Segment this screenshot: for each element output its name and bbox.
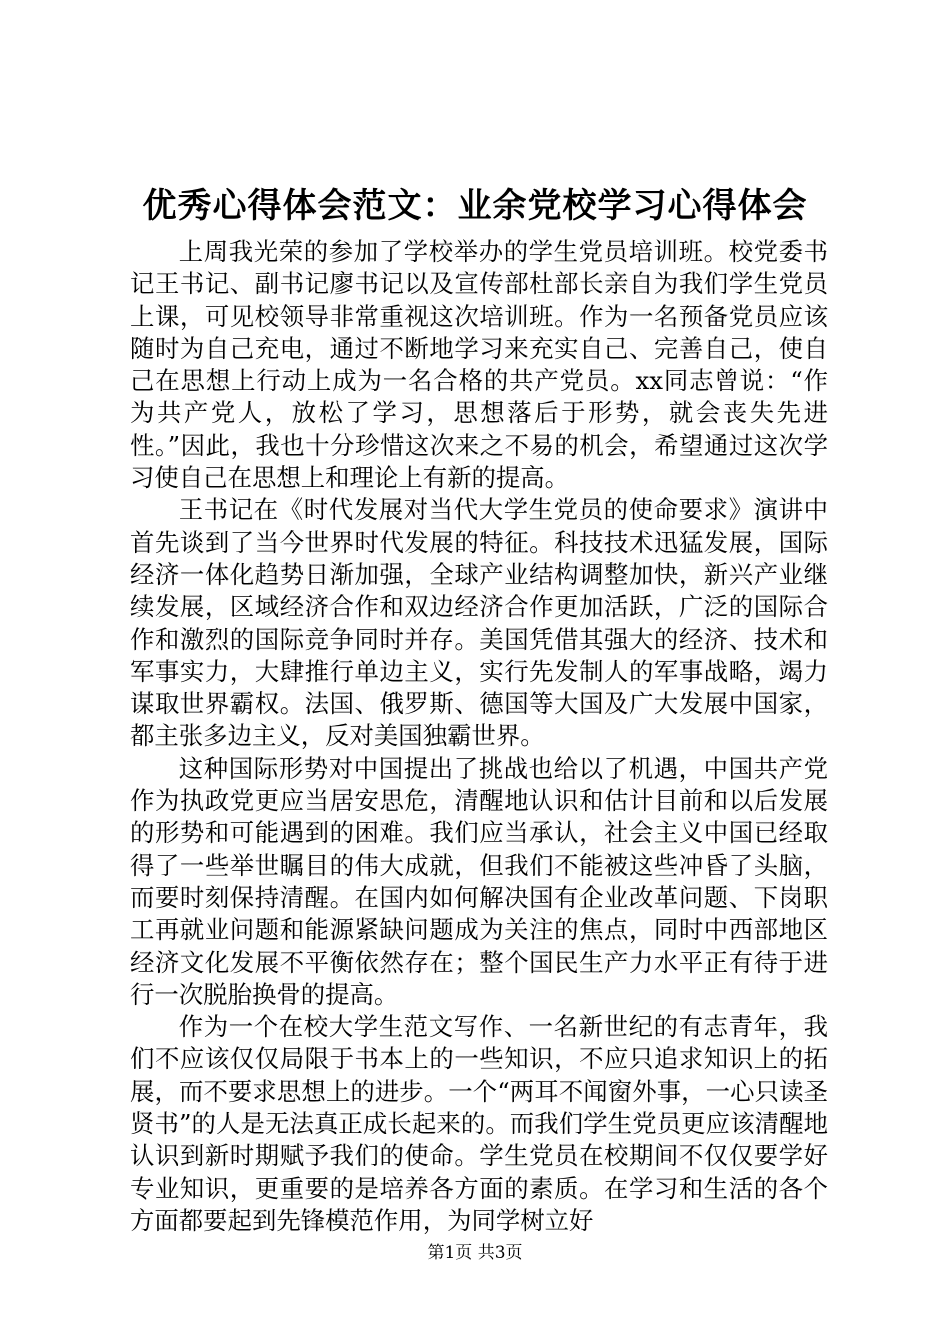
- document-title: 优秀心得体会范文：业余党校学习心得体会: [142, 186, 808, 226]
- page-footer: [0, 1241, 950, 1265]
- paragraph: 作为一个在校大学生范文写作、一名新世纪的有志青年，我们不应该仅仅局限于书本上的一些知识，不应只追求知识上的拓展，而不要求思想上的进步。一个“两耳不闻窗外事，一心只读圣贤书”的人是无法真正成长起来的。而我们学生党员更应该清醒地认识到新时期赋予我们的使命。学生党员在校期间不仅仅要学好专业知识，更重要的是培养各方面的素质。在学习和生活的各个方面都要起到先锋模范作用，为同学树立好: [130, 1012, 828, 1235]
- paragraph: 这种国际形势对中国提出了挑战也给以了机遇，中国共产党作为执政党更应当居安思危，清醒地认识和估计目前和以后发展的形势和可能遇到的困难。我们应当承认，社会主义中国已经取得了一些举世瞩目的伟大成就，但我们不能被这些冲昏了头脑，而要时刻保持清醒。在国内如何解决国有企业改革问题、下岗职工再就业问题和能源紧缺问题成为关注的焦点，同时中西部地区经济文化发展不平衡依然存在；整个国民生产力水平正有待于进行一次脱胎换骨的提高。: [130, 753, 828, 1009]
- document-body: [130, 236, 828, 1237]
- paragraph: 上周我光荣的参加了学校举办的学生党员培训班。校党委书记王书记、副书记廖书记以及宣传部杜部长亲自为我们学生党员上课，可见校领导非常重视这次培训班。作为一名预备党员应该随时为自己充电，通过不断地学习来充实自己、完善自己，使自己在思想上行动上成为一名合格的共产党员。xx同志曾说：“作为共产党人，放松了学习，思想落后于形势，就会丧失先进性。”因此，我也十分珍惜这次来之不易的机会，希望通过这次学习使自己在思想上和理论上有新的提高。: [130, 237, 828, 493]
- page-number: 第1页 共3页: [427, 1243, 523, 1263]
- paragraph: 王书记在《时代发展对当代大学生党员的使命要求》演讲中首先谈到了当今世界时代发展的特征。科技技术迅猛发展，国际经济一体化趋势日渐加强，全球产业结构调整加快，新兴产业继续发展，区域经济合作和双边经济合作更加活跃，广泛的国际合作和激烈的国际竞争同时并存。美国凭借其强大的经济、技术和军事实力，大肆推行单边主义，实行先发制人的军事战略，竭力谋取世界霸权。法国、俄罗斯、德国等大国及广大发展中国家，都主张多边主义，反对美国独霸世界。: [130, 495, 828, 751]
